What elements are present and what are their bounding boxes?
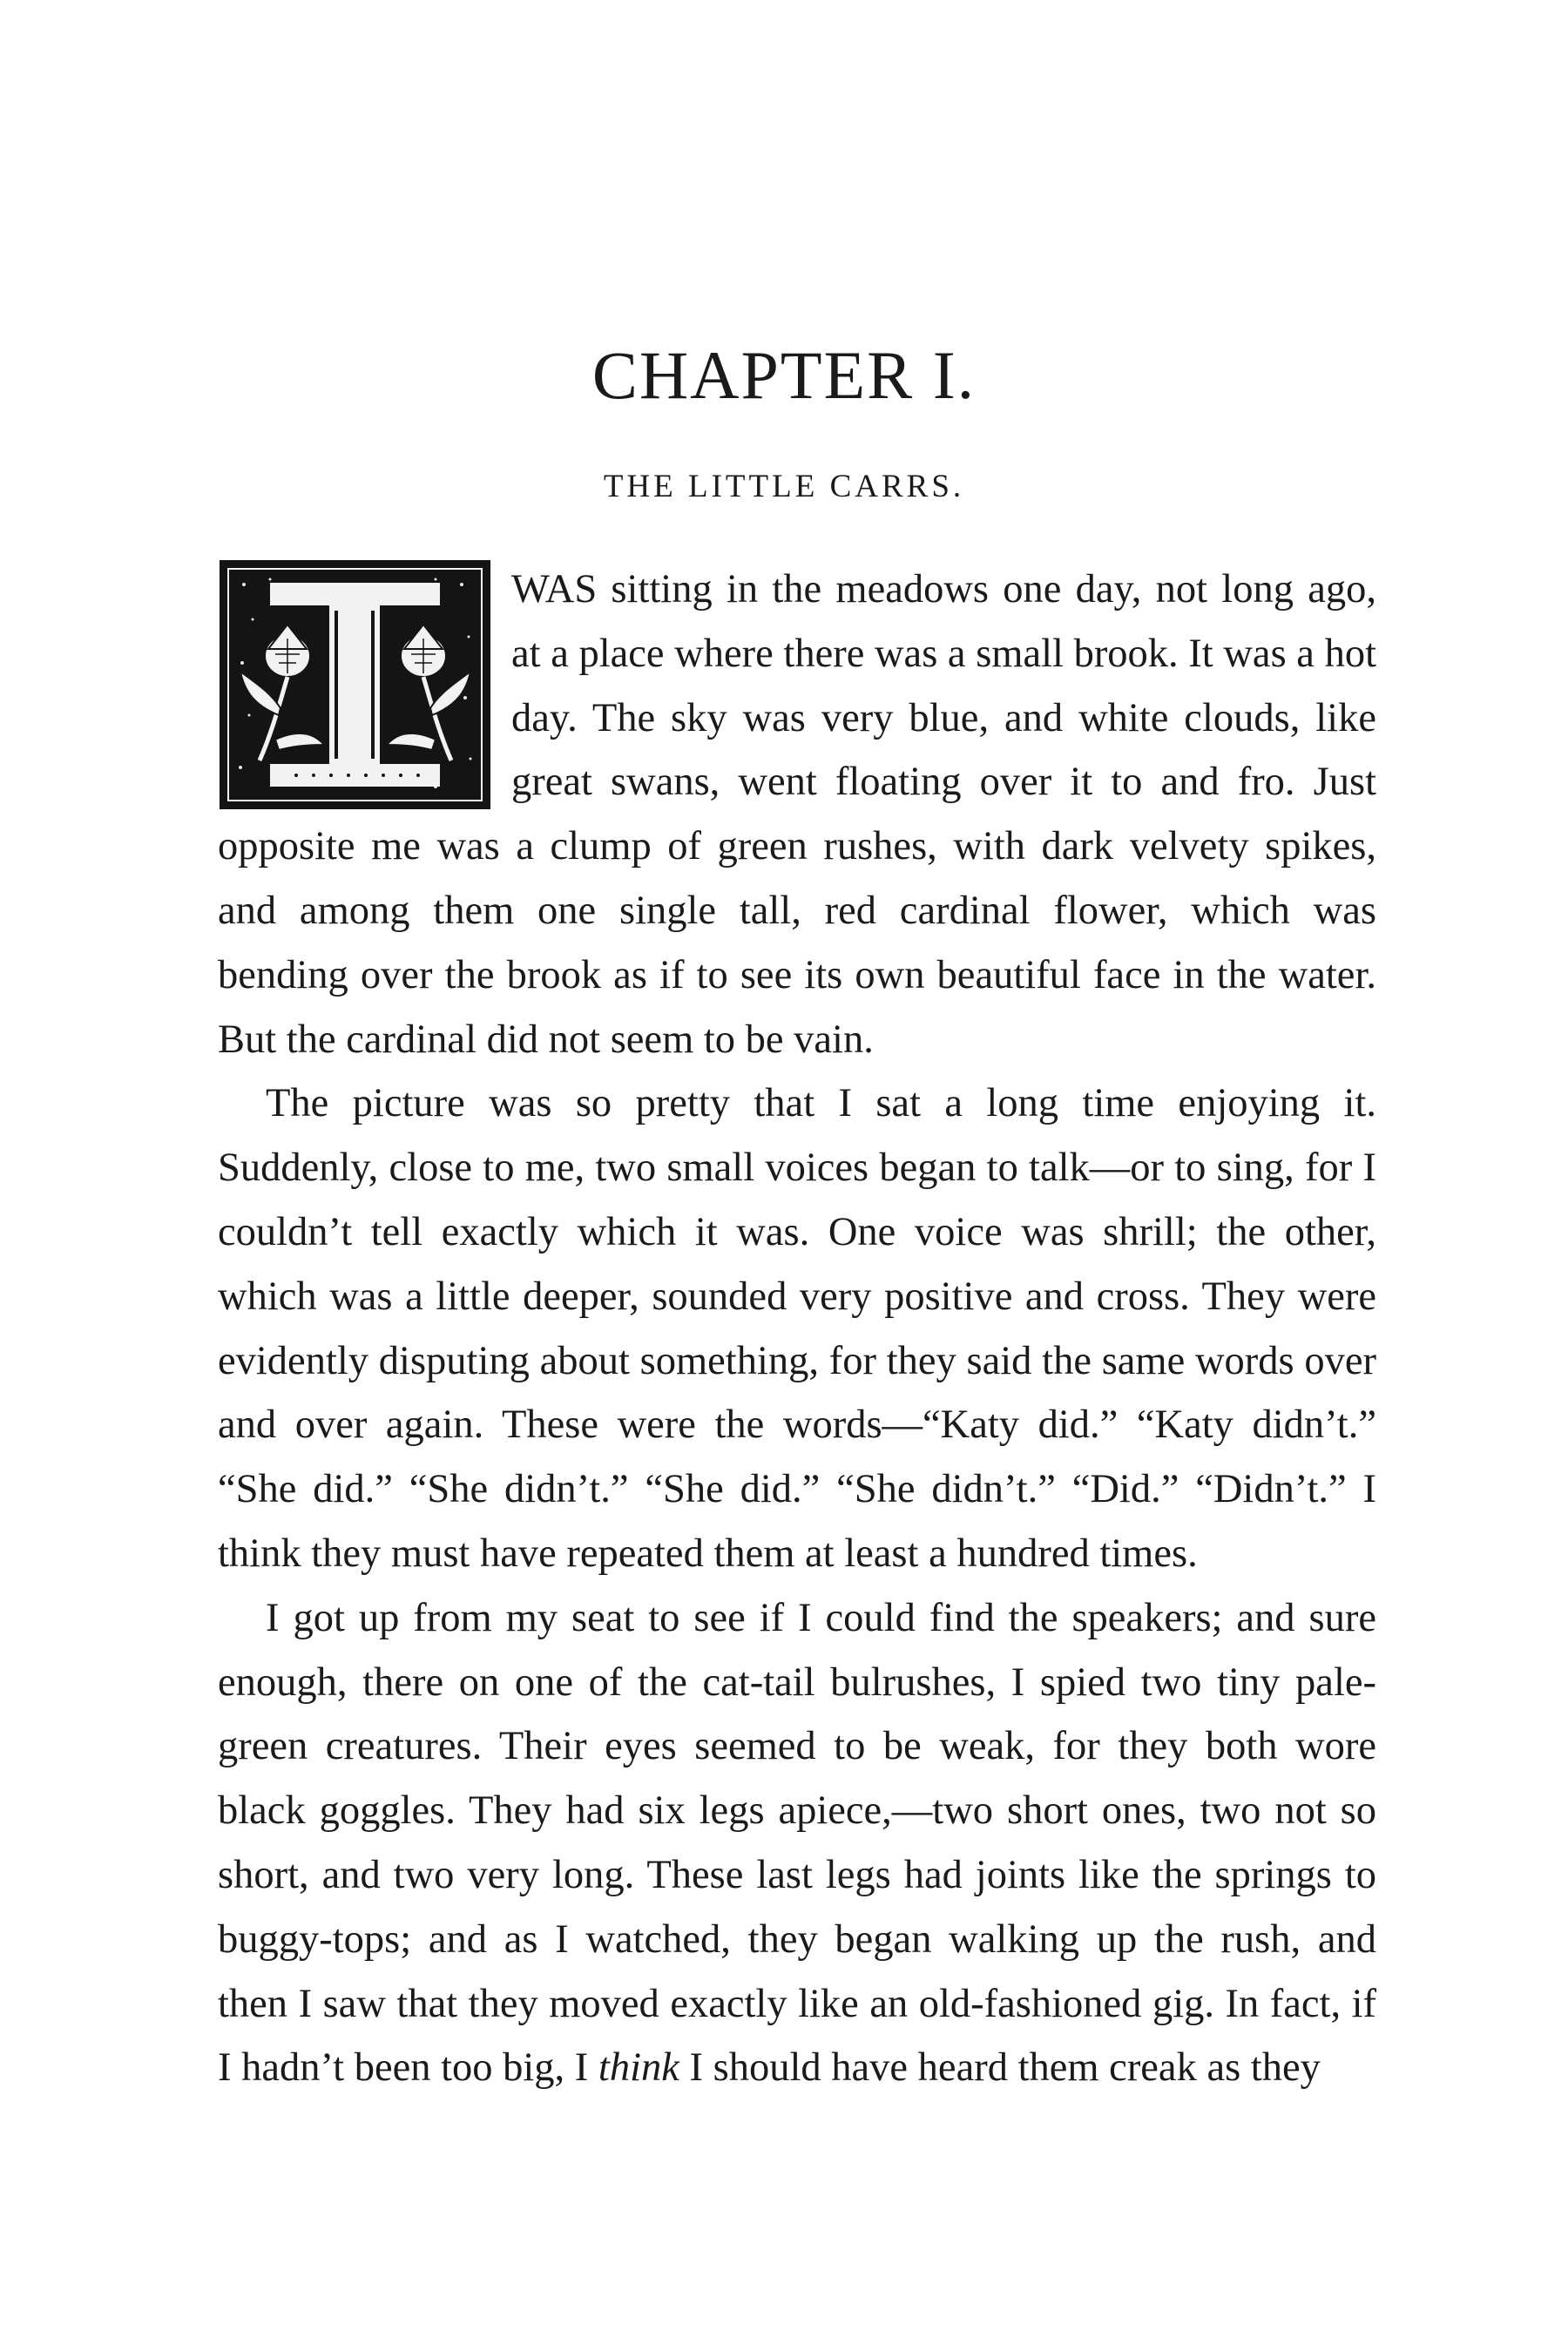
paragraph-1: WAS sitting in the meadows one day, not long ago, at a place where there was a small brook. It was a hot day. The sky was very blue, and white clouds, like great swans, went floating over it to and fro. Just opposite me was a clump of green rushes, with dark velvety spikes, and among them one single tall, red cardinal flower, which was bending over the brook as if to see its own beautiful face in the water. But the cardinal did not seem to be vain. [218, 567, 1376, 1062]
chapter-body [218, 558, 1376, 2100]
paragraph-3-text-start: I got up from my seat to see if I could find the speakers; and sure enough, there on one of the cat-tail bulrushes, I spied two tiny pale-green creatures. Their eyes seemed to be weak, for they both wore black goggles. They had six legs apiece,—two short ones, two not so short, and two very long. These last legs had joints like the springs to buggy-tops; and as I watched, they began walking up the rush, and then I saw that they moved exactly like an old-fashioned gig. In fact, if I hadn’t been too big, I [218, 1595, 1376, 2091]
italic-emphasis: think [598, 2045, 679, 2091]
chapter-subtitle: THE LITTLE CARRS. [603, 469, 965, 504]
chapter-title: CHAPTER I. [591, 337, 977, 413]
drop-cap-i-thistle-ornament [218, 558, 492, 811]
paragraph-2: The picture was so pretty that I sat a long time enjoying it. Suddenly, close to me, two small voices began to talk—or to sing, for I couldn’t tell exactly which it was. One voice was shrill; the other, which was a little deeper, sounded very positive and cross. They were evidently disputing about something, for they said the same words over and over again. These were the words—“Katy did.” “Katy didn’t.” “She did.” “She didn’t.” “She did.” “She didn’t.” “Did.” “Didn’t.” I think they must have repeated them at least a hundred times. [218, 1081, 1376, 1576]
paragraph-3 [218, 1586, 1376, 2100]
paragraph-3-text-end: I should have heard them creak as they [679, 2045, 1321, 2091]
